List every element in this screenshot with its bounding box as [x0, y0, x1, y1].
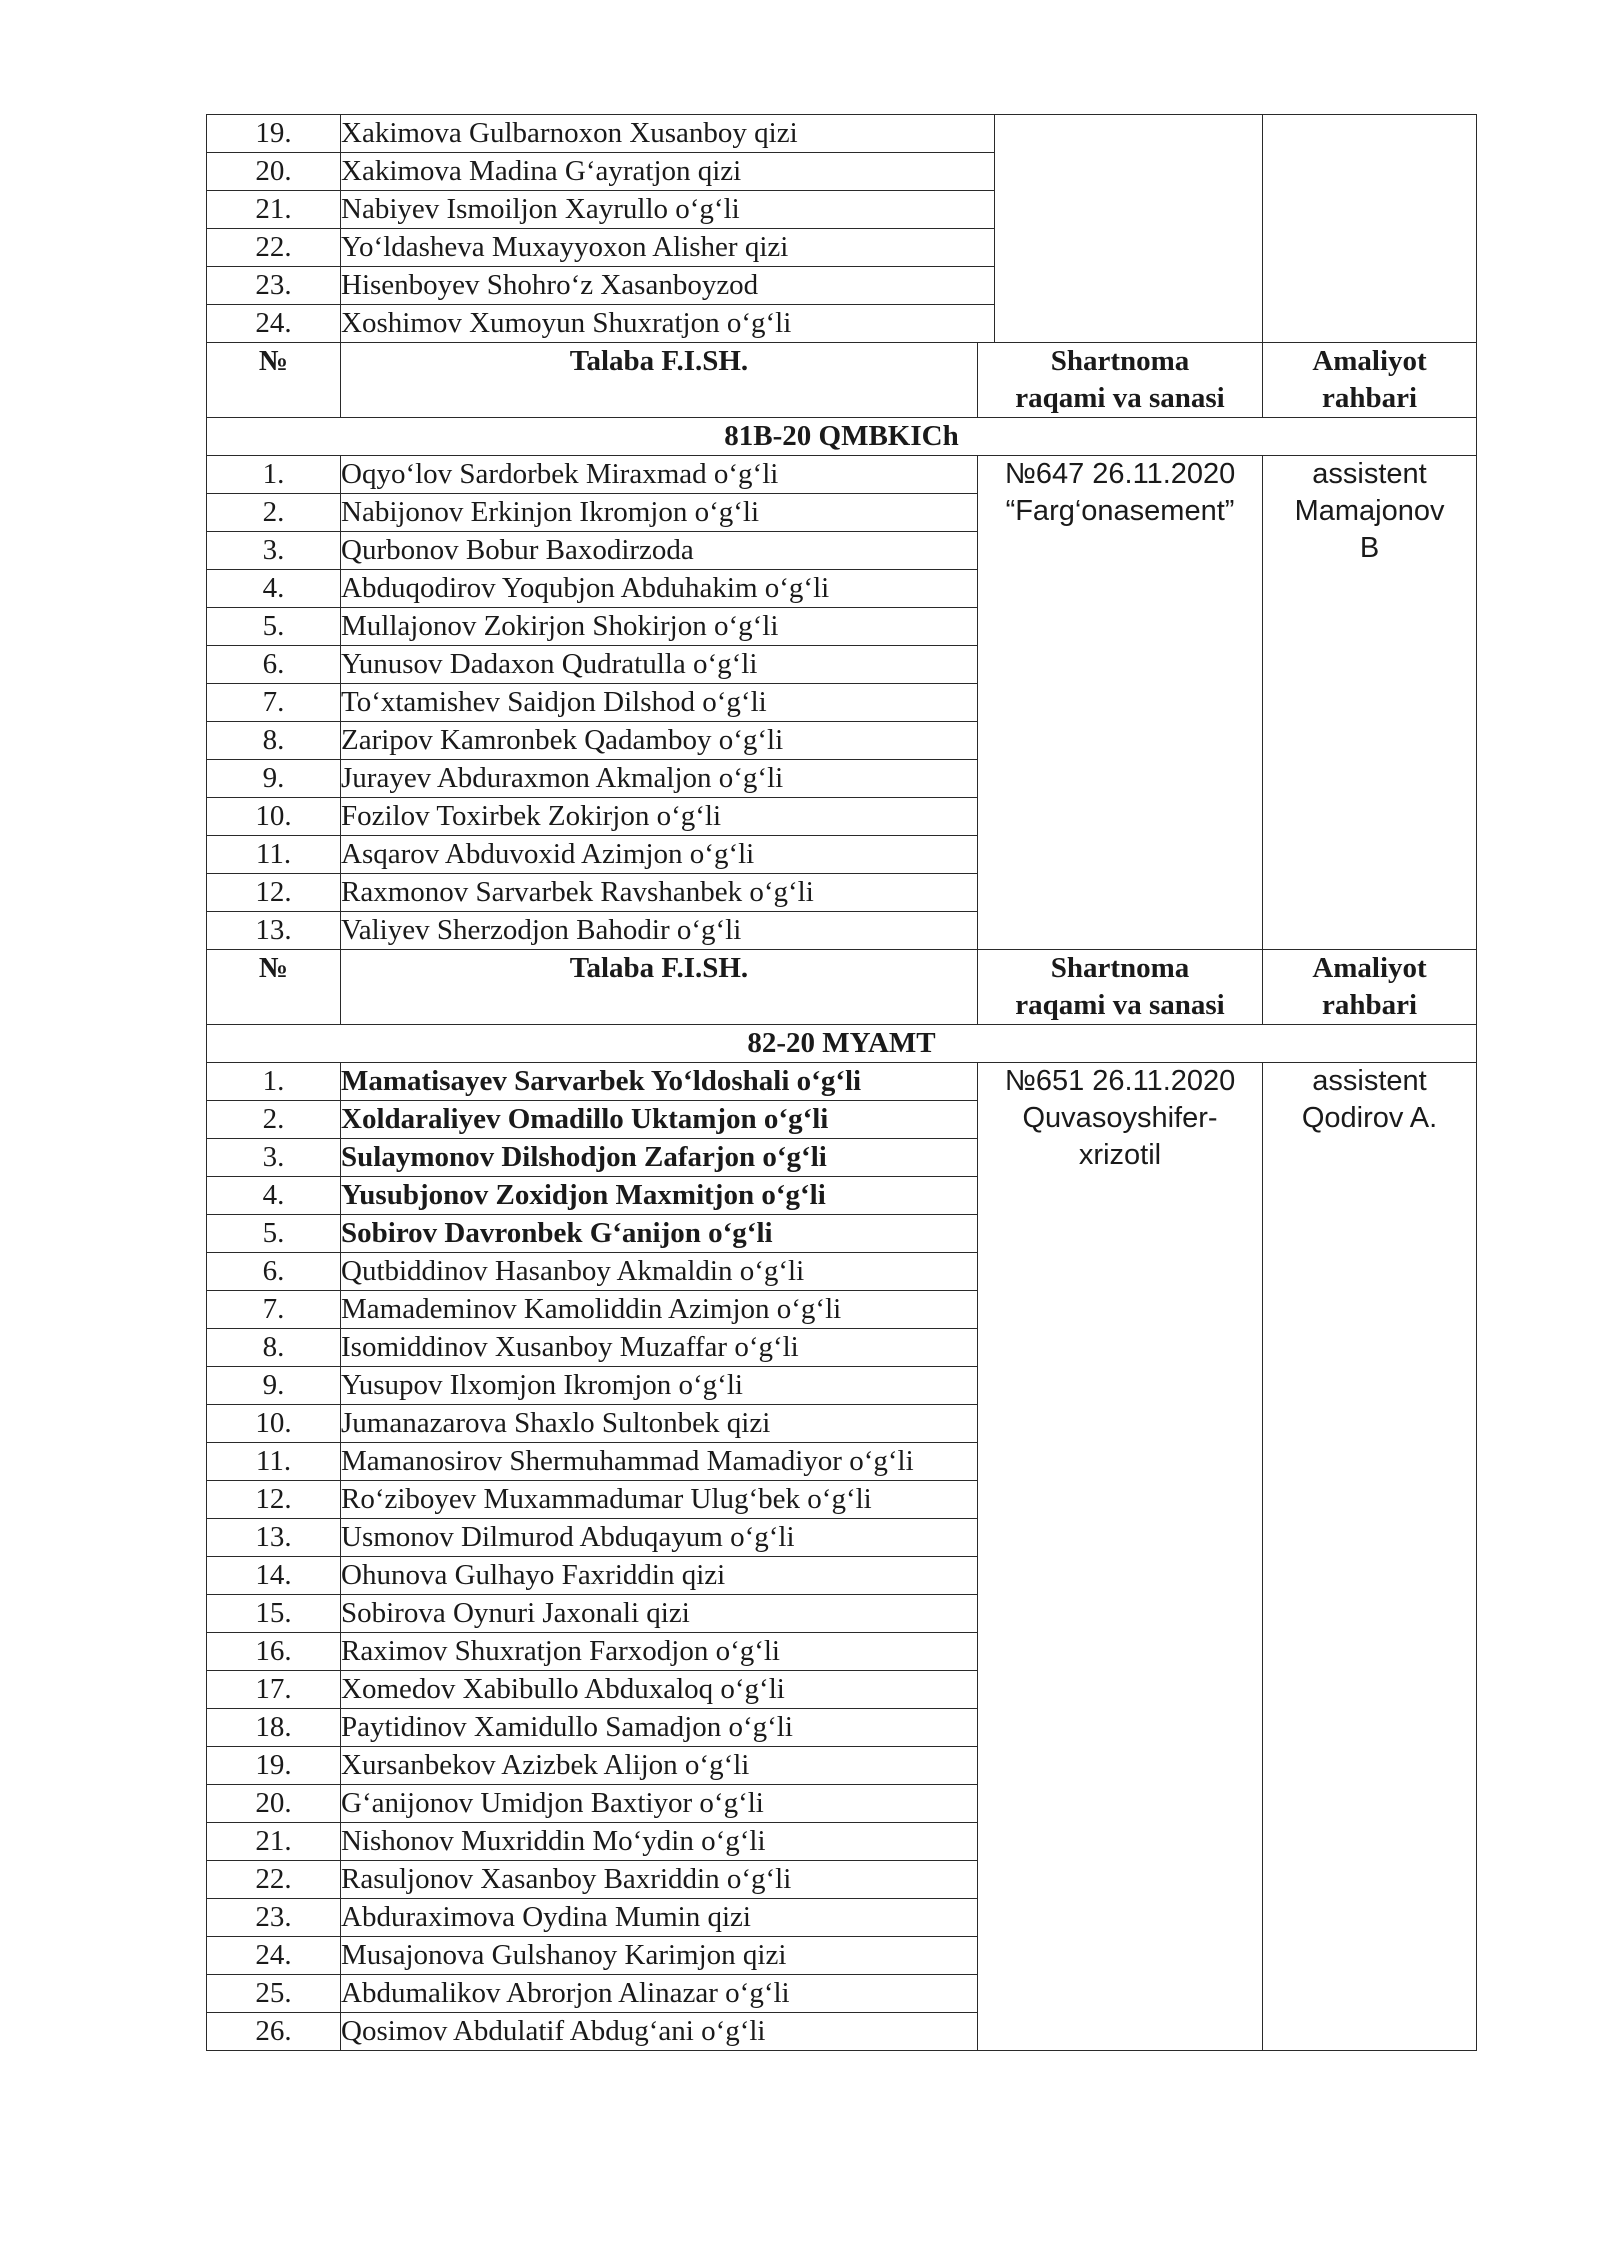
row-number: 11. [207, 1443, 341, 1481]
contract-cell-line: “Farg‘onasement” [1005, 495, 1235, 527]
header-contract [978, 950, 1263, 1025]
student-name: Asqarov Abduvoxid Azimjon o‘g‘li [341, 836, 978, 874]
row-number: 21. [207, 1823, 341, 1861]
table-body [207, 115, 1477, 2051]
table-row [207, 456, 1477, 494]
student-name: Ro‘ziboyev Muxammadumar Ulug‘bek o‘g‘li [341, 1481, 978, 1519]
student-name: Qutbiddinov Hasanboy Akmaldin o‘g‘li [341, 1253, 978, 1291]
supervisor-cell [1263, 456, 1477, 950]
header-name: Talaba F.I.SH. [341, 950, 978, 1025]
student-name: Yusupov Ilxomjon Ikromjon o‘g‘li [341, 1367, 978, 1405]
row-number: 20. [207, 1785, 341, 1823]
row-number: 17. [207, 1671, 341, 1709]
header-contract-line: Shartnoma [1050, 952, 1190, 984]
student-name: Abdumalikov Abrorjon Alinazar o‘g‘li [341, 1975, 978, 2013]
student-name: G‘anijonov Umidjon Baxtiyor o‘g‘li [341, 1785, 978, 1823]
student-name: Jumanazarova Shaxlo Sultonbek qizi [341, 1405, 978, 1443]
row-number: 4. [207, 1177, 341, 1215]
row-number: 21. [207, 191, 341, 229]
row-number: 19. [207, 115, 341, 153]
group-row [207, 1025, 1477, 1063]
header-supervisor [1263, 343, 1477, 418]
student-name: Mamanosirov Shermuhammad Mamadiyor o‘g‘li [341, 1443, 978, 1481]
student-name: Yunusov Dadaxon Qudratulla o‘g‘li [341, 646, 978, 684]
row-number: 8. [207, 1329, 341, 1367]
supervisor-cell-line: assistent [1312, 1065, 1427, 1097]
row-number: 8. [207, 722, 341, 760]
student-name: Yo‘ldasheva Muxayyoxon Alisher qizi [341, 229, 995, 267]
header-name: Talaba F.I.SH. [341, 343, 978, 418]
student-name: Yusubjonov Zoxidjon Maxmitjon o‘g‘li [341, 1177, 978, 1215]
row-number: 16. [207, 1633, 341, 1671]
table-row [207, 115, 1477, 153]
student-practice-table [206, 114, 1477, 2051]
row-number: 26. [207, 2013, 341, 2051]
row-number: 7. [207, 1291, 341, 1329]
row-number: 2. [207, 494, 341, 532]
header-contract-line: Shartnoma [1050, 345, 1190, 377]
row-number: 18. [207, 1709, 341, 1747]
student-name: To‘xtamishev Saidjon Dilshod o‘g‘li [341, 684, 978, 722]
row-number: 12. [207, 1481, 341, 1519]
row-number: 9. [207, 1367, 341, 1405]
row-number: 10. [207, 798, 341, 836]
student-name: Zaripov Kamronbek Qadamboy o‘g‘li [341, 722, 978, 760]
table-row [207, 1063, 1477, 1101]
student-name: Sulaymonov Dilshodjon Zafarjon o‘g‘li [341, 1139, 978, 1177]
header-contract [978, 343, 1263, 418]
student-name: Abduqodirov Yoqubjon Abduhakim o‘g‘li [341, 570, 978, 608]
student-name: Sobirov Davronbek G‘anijon o‘g‘li [341, 1215, 978, 1253]
group-title: 81B-20 QMBKICh [207, 418, 1477, 456]
header-row [207, 343, 1477, 418]
row-number: 7. [207, 684, 341, 722]
student-name: Nishonov Muxriddin Mo‘ydin o‘g‘li [341, 1823, 978, 1861]
contract-cell-line: №647 26.11.2020 [1004, 458, 1236, 490]
header-num: № [207, 343, 341, 418]
student-name: Raxmonov Sarvarbek Ravshanbek o‘g‘li [341, 874, 978, 912]
student-name: Usmonov Dilmurod Abduqayum o‘g‘li [341, 1519, 978, 1557]
supervisor-cell-line: assistent [1312, 458, 1427, 490]
student-name: Qosimov Abdulatif Abdug‘ani o‘g‘li [341, 2013, 978, 2051]
contract-cell-line: Quvasoyshifer- [1022, 1102, 1218, 1134]
student-name: Hisenboyev Shohro‘z Xasanboyzod [341, 267, 995, 305]
header-row [207, 950, 1477, 1025]
row-number: 10. [207, 1405, 341, 1443]
contract-cell [978, 1063, 1263, 2051]
row-number: 5. [207, 1215, 341, 1253]
supervisor-cell-line: Mamajonov [1294, 495, 1445, 527]
group-row [207, 418, 1477, 456]
row-number: 12. [207, 874, 341, 912]
student-name: Nabijonov Erkinjon Ikromjon o‘g‘li [341, 494, 978, 532]
header-num: № [207, 950, 341, 1025]
row-number: 24. [207, 1937, 341, 1975]
header-supervisor [1263, 950, 1477, 1025]
header-contract-line: raqami va sanasi [1015, 382, 1225, 414]
supervisor-cell [1263, 115, 1477, 343]
row-number: 2. [207, 1101, 341, 1139]
row-number: 3. [207, 1139, 341, 1177]
contract-cell [995, 115, 1263, 343]
row-number: 11. [207, 836, 341, 874]
student-name: Qurbonov Bobur Baxodirzoda [341, 532, 978, 570]
supervisor-cell-line: B [1359, 532, 1380, 564]
row-number: 13. [207, 912, 341, 950]
row-number: 22. [207, 1861, 341, 1899]
contract-cell-line: №651 26.11.2020 [1004, 1065, 1236, 1097]
row-number: 4. [207, 570, 341, 608]
student-name: Mullajonov Zokirjon Shokirjon o‘g‘li [341, 608, 978, 646]
student-name: Sobirova Oynuri Jaxonali qizi [341, 1595, 978, 1633]
row-number: 13. [207, 1519, 341, 1557]
student-name: Isomiddinov Xusanboy Muzaffar o‘g‘li [341, 1329, 978, 1367]
contract-cell [978, 456, 1263, 950]
header-contract-line: raqami va sanasi [1015, 989, 1225, 1021]
student-name: Xursanbekov Azizbek Alijon o‘g‘li [341, 1747, 978, 1785]
row-number: 25. [207, 1975, 341, 2013]
supervisor-cell-line: Qodirov A. [1301, 1102, 1438, 1134]
student-name: Xakimova Gulbarnoxon Xusanboy qizi [341, 115, 995, 153]
student-name: Valiyev Sherzodjon Bahodir o‘g‘li [341, 912, 978, 950]
student-name: Musajonova Gulshanoy Karimjon qizi [341, 1937, 978, 1975]
row-number: 1. [207, 456, 341, 494]
group-title: 82-20 MYAMT [207, 1025, 1477, 1063]
header-supervisor-line: rahbari [1321, 989, 1418, 1021]
student-name: Abduraximova Oydina Mumin qizi [341, 1899, 978, 1937]
row-number: 23. [207, 267, 341, 305]
supervisor-cell [1263, 1063, 1477, 2051]
student-name: Oqyo‘lov Sardorbek Miraxmad o‘g‘li [341, 456, 978, 494]
row-number: 6. [207, 646, 341, 684]
row-number: 15. [207, 1595, 341, 1633]
contract-cell-line: xrizotil [1078, 1139, 1162, 1171]
student-name: Mamademinov Kamoliddin Azimjon o‘g‘li [341, 1291, 978, 1329]
student-name: Xomedov Xabibullo Abduxaloq o‘g‘li [341, 1671, 978, 1709]
row-number: 1. [207, 1063, 341, 1101]
student-name: Xoshimov Xumoyun Shuxratjon o‘g‘li [341, 305, 995, 343]
row-number: 24. [207, 305, 341, 343]
row-number: 9. [207, 760, 341, 798]
row-number: 14. [207, 1557, 341, 1595]
student-name: Raximov Shuxratjon Farxodjon o‘g‘li [341, 1633, 978, 1671]
header-supervisor-line: Amaliyot [1312, 952, 1427, 984]
student-name: Xoldaraliyev Omadillo Uktamjon o‘g‘li [341, 1101, 978, 1139]
student-name: Rasuljonov Xasanboy Baxriddin o‘g‘li [341, 1861, 978, 1899]
row-number: 22. [207, 229, 341, 267]
student-name: Mamatisayev Sarvarbek Yo‘ldoshali o‘g‘li [341, 1063, 978, 1101]
student-name: Jurayev Abduraxmon Akmaljon o‘g‘li [341, 760, 978, 798]
row-number: 19. [207, 1747, 341, 1785]
student-name: Nabiyev Ismoiljon Xayrullo o‘g‘li [341, 191, 995, 229]
row-number: 3. [207, 532, 341, 570]
row-number: 20. [207, 153, 341, 191]
header-supervisor-line: Amaliyot [1312, 345, 1427, 377]
row-number: 6. [207, 1253, 341, 1291]
student-name: Paytidinov Xamidullo Samadjon o‘g‘li [341, 1709, 978, 1747]
student-name: Fozilov Toxirbek Zokirjon o‘g‘li [341, 798, 978, 836]
student-name: Xakimova Madina G‘ayratjon qizi [341, 153, 995, 191]
student-name: Ohunova Gulhayo Faxriddin qizi [341, 1557, 978, 1595]
row-number: 5. [207, 608, 341, 646]
row-number: 23. [207, 1899, 341, 1937]
header-supervisor-line: rahbari [1321, 382, 1418, 414]
